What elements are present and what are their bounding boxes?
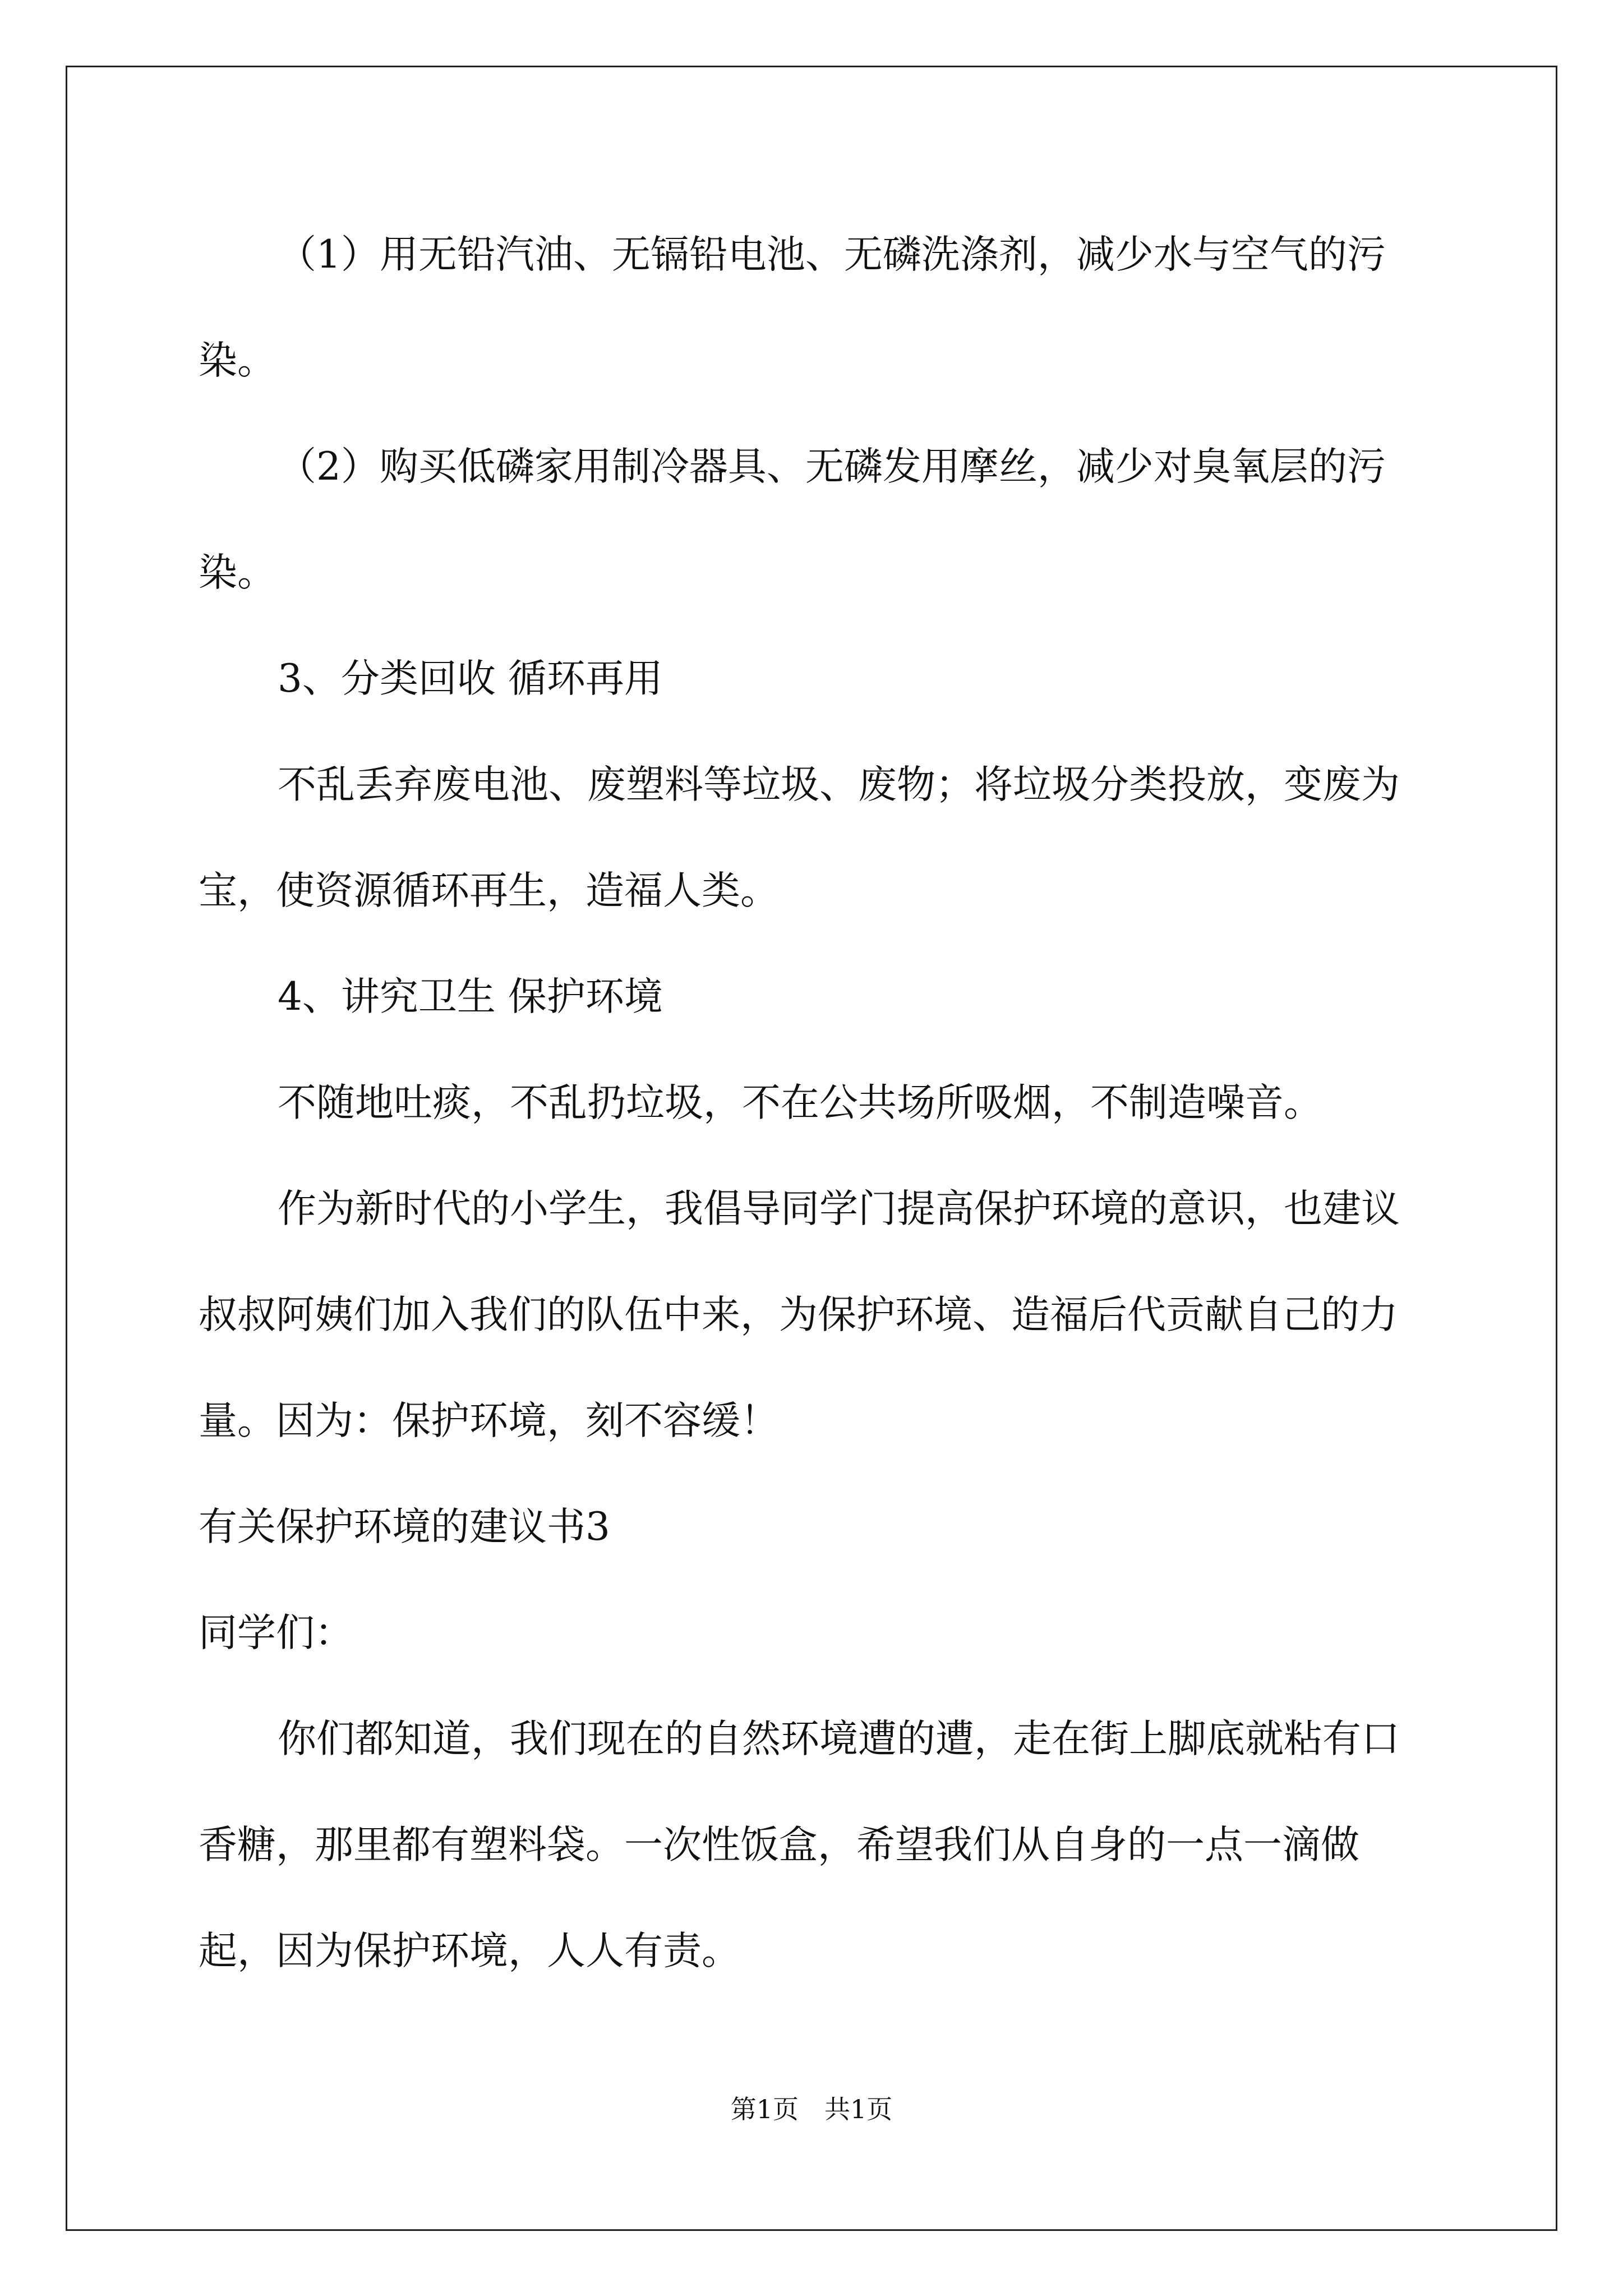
paragraph-2: （2）购买低磷家用制冷器具、无磷发用摩丝，减少对臭氧层的污染。 xyxy=(199,444,1386,595)
salutation: 同学们： xyxy=(199,1611,353,1655)
paragraph-4: 不随地吐痰，不乱扔垃圾，不在公共场所吸烟，不制造噪音。 xyxy=(278,1080,1322,1125)
paragraph-5: 作为新时代的小学生，我倡导同学门提高保护环境的意识，也建议叔叔阿姨们加入我们的队伍中来，为保护环境、造福后代贡献自己的力量。因为：保护环境，刻不容缓！ xyxy=(199,1186,1400,1443)
paragraph-3: 不乱丢弃废电池、废塑料等垃圾、废物；将垃圾分类投放，变废为宝，使资源循环再生，造福人类。 xyxy=(199,762,1400,913)
document-body xyxy=(199,202,1427,2004)
document-title-3: 有关保护环境的建议书3 xyxy=(199,1504,610,1549)
section-heading-3: 3、分类回收 循环再用 xyxy=(278,656,663,701)
paragraph-6: 你们都知道，我们现在的自然环境遭的遭，走在街上脚底就粘有口香糖，那里都有塑料袋。一次性饭盒，希望我们从自身的一点一滴做起，因为保护环境，人人有责。 xyxy=(199,1717,1400,1973)
paragraph-1: （1）用无铅汽油、无镉铅电池、无磷洗涤剂，减少水与空气的污染。 xyxy=(199,232,1386,383)
page-footer: 第1页 共1页 xyxy=(730,2094,893,2124)
section-heading-4: 4、讲究卫生 保护环境 xyxy=(278,974,663,1019)
